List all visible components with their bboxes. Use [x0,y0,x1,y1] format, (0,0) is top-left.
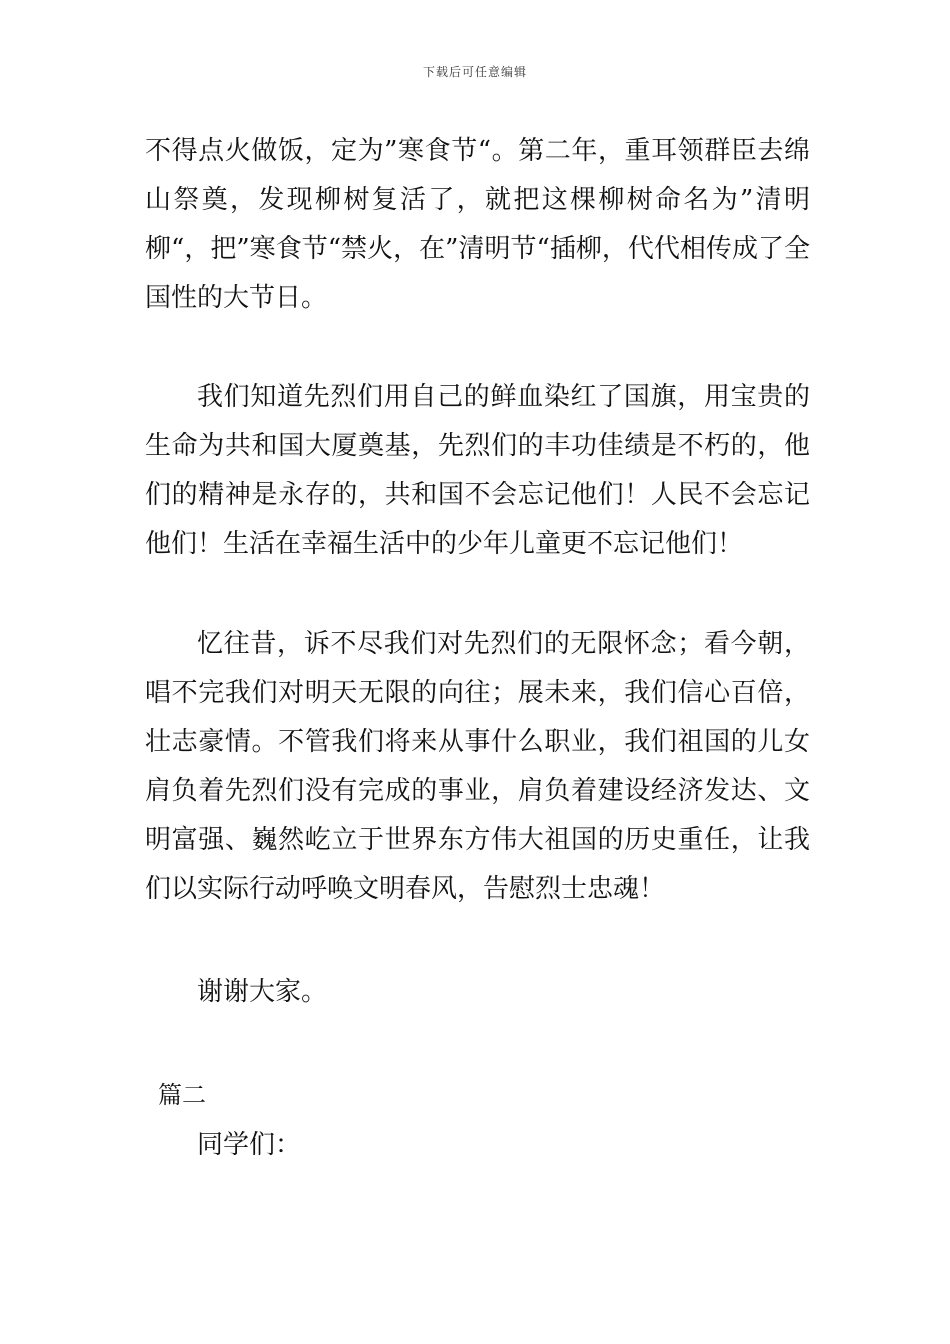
closing-thanks: 谢谢大家。 [197,977,328,1007]
page-header-note: 下载后可任意编辑 [422,65,527,79]
section-title: 篇二 [158,1081,206,1109]
paragraph-reflection: 忆往昔，诉不尽我们对先烈们的无限怀念；看今朝，唱不完我们对明天无限的向往；展未来，我们信心百倍，壮志豪情。不管我们将来从事什么职业，我们祖国的儿女肩负着先烈们没有完成的事业，肩负着建设经济发达、文明富强、巍然屹立于世界东方伟大祖国的历史重任，让我们以实际行动呼唤文明春风，告慰烈士忠魂！ [145,629,810,904]
paragraph-martyrs: 我们知道先烈们用自己的鲜血染红了国旗，用宝贵的生命为共和国大厦奠基，先烈们的丰功佳绩是不朽的，他们的精神是永存的，共和国不会忘记他们！人民不会忘记他们！生活在幸福生活中的少年儿童更不忘记他们！ [145,382,810,559]
greeting-line: 同学们： [197,1130,302,1160]
paragraph-continuation: 不得点火做饭，定为”寒食节“。第二年，重耳领群臣去绵山祭奠，发现柳树复活了，就把这棵柳树命名为”清明柳“，把”寒食节“禁火，在”清明节“插柳，代代相传成了全国性的大节日。 [145,136,810,313]
